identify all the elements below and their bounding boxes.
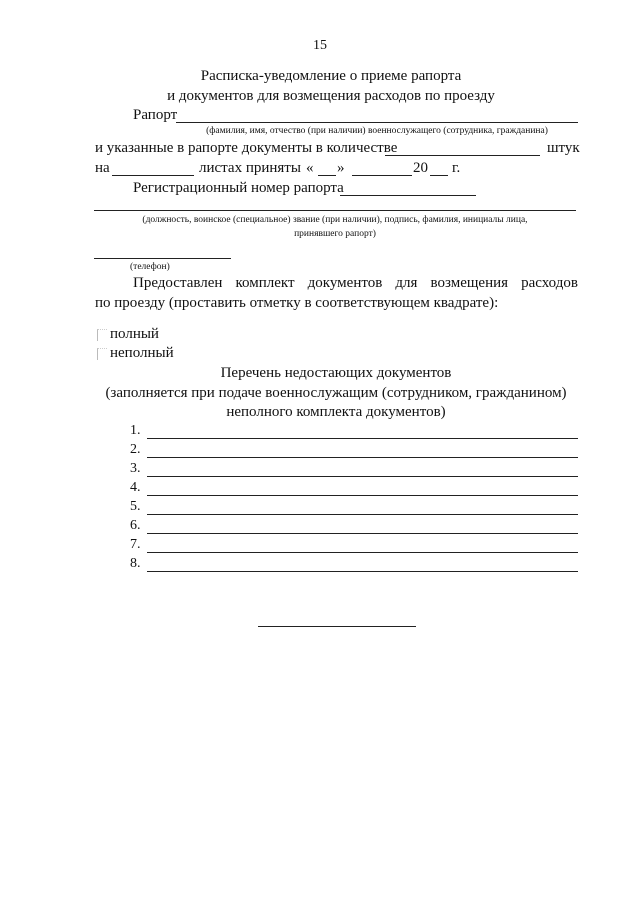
year-suffix: г. <box>452 160 461 176</box>
day-field[interactable] <box>318 175 336 176</box>
sheets-count-field[interactable] <box>112 175 194 176</box>
missing-doc-number: 7. <box>130 537 141 552</box>
closing-separator <box>258 626 416 627</box>
missing-doc-number: 2. <box>130 442 141 457</box>
missing-doc-field[interactable] <box>147 514 578 515</box>
full-set-checkbox[interactable] <box>97 329 107 341</box>
missing-doc-field[interactable] <box>147 438 578 439</box>
quote-open: « <box>306 160 314 176</box>
missing-doc-field[interactable] <box>147 476 578 477</box>
missing-docs-title: Перечень недостающих документов <box>220 365 452 381</box>
missing-docs-subtitle-1: (заполняется при подаче военнослужащим (сотрудником, гражданином) <box>105 385 567 401</box>
missing-doc-number: 1. <box>130 423 141 438</box>
raport-label: Рапорт <box>133 107 178 123</box>
year-field[interactable] <box>430 175 448 176</box>
missing-doc-field[interactable] <box>147 533 578 534</box>
statement-line-1 <box>133 275 578 292</box>
missing-doc-row <box>130 499 580 517</box>
statement-word: для <box>395 275 418 291</box>
phone-caption: (телефон) <box>130 262 170 272</box>
quote-close: » <box>337 160 345 176</box>
missing-doc-number: 6. <box>130 518 141 533</box>
missing-doc-field[interactable] <box>147 457 578 458</box>
missing-doc-number: 3. <box>130 461 141 476</box>
statement-word: комплект <box>235 275 295 291</box>
document-title-line-2: и документов для возмещения расходов по проезду <box>167 88 495 104</box>
statement-word: документов <box>307 275 383 291</box>
missing-doc-row <box>130 480 580 498</box>
acceptor-signature-field[interactable] <box>94 210 576 211</box>
docs-count-prefix: и указанные в рапорте документы в количестве <box>95 140 398 156</box>
missing-doc-row <box>130 518 580 536</box>
docs-count-suffix: штук <box>547 140 580 156</box>
reg-number-field[interactable] <box>340 195 476 196</box>
statement-word: Предоставлен <box>133 275 223 291</box>
statement-word: расходов <box>521 275 578 291</box>
missing-doc-field[interactable] <box>147 552 578 553</box>
missing-doc-number: 4. <box>130 480 141 495</box>
missing-doc-row <box>130 537 580 555</box>
partial-set-label: неполный <box>110 345 174 361</box>
partial-set-checkbox[interactable] <box>97 348 107 360</box>
missing-doc-number: 5. <box>130 499 141 514</box>
phone-field[interactable] <box>94 258 231 259</box>
document-title-line-1: Расписка-уведомление о приеме рапорта <box>200 68 462 84</box>
reg-number-label: Регистрационный номер рапорта <box>133 180 344 196</box>
missing-doc-row <box>130 556 580 574</box>
missing-doc-row <box>130 461 580 479</box>
statement-word: возмещения <box>430 275 509 291</box>
missing-doc-row <box>130 442 580 460</box>
year-prefix: 20 <box>413 160 428 176</box>
missing-docs-subtitle-2: неполного комплекта документов) <box>226 404 446 420</box>
missing-doc-number: 8. <box>130 556 141 571</box>
missing-doc-row <box>130 423 580 441</box>
statement-line-2: по проезду (проставить отметку в соответствующем квадрате): <box>95 295 499 311</box>
page-number: 15 <box>313 38 327 53</box>
sheets-accepted-label: листах приняты <box>199 160 301 176</box>
raport-name-field[interactable] <box>176 122 578 123</box>
na-label: на <box>95 160 110 176</box>
acceptor-caption-line-1: (должность, воинское (специальное) звание (при наличии), подпись, фамилия, инициалы лица, <box>142 215 528 225</box>
full-set-label: полный <box>110 326 159 342</box>
raport-caption: (фамилия, имя, отчество (при наличии) военнослужащего (сотрудника, гражданина) <box>206 126 548 136</box>
missing-doc-field[interactable] <box>147 495 578 496</box>
docs-count-field[interactable] <box>385 155 540 156</box>
acceptor-caption-line-2: принявшего рапорт) <box>294 229 376 239</box>
month-field[interactable] <box>352 175 412 176</box>
missing-doc-field[interactable] <box>147 571 578 572</box>
